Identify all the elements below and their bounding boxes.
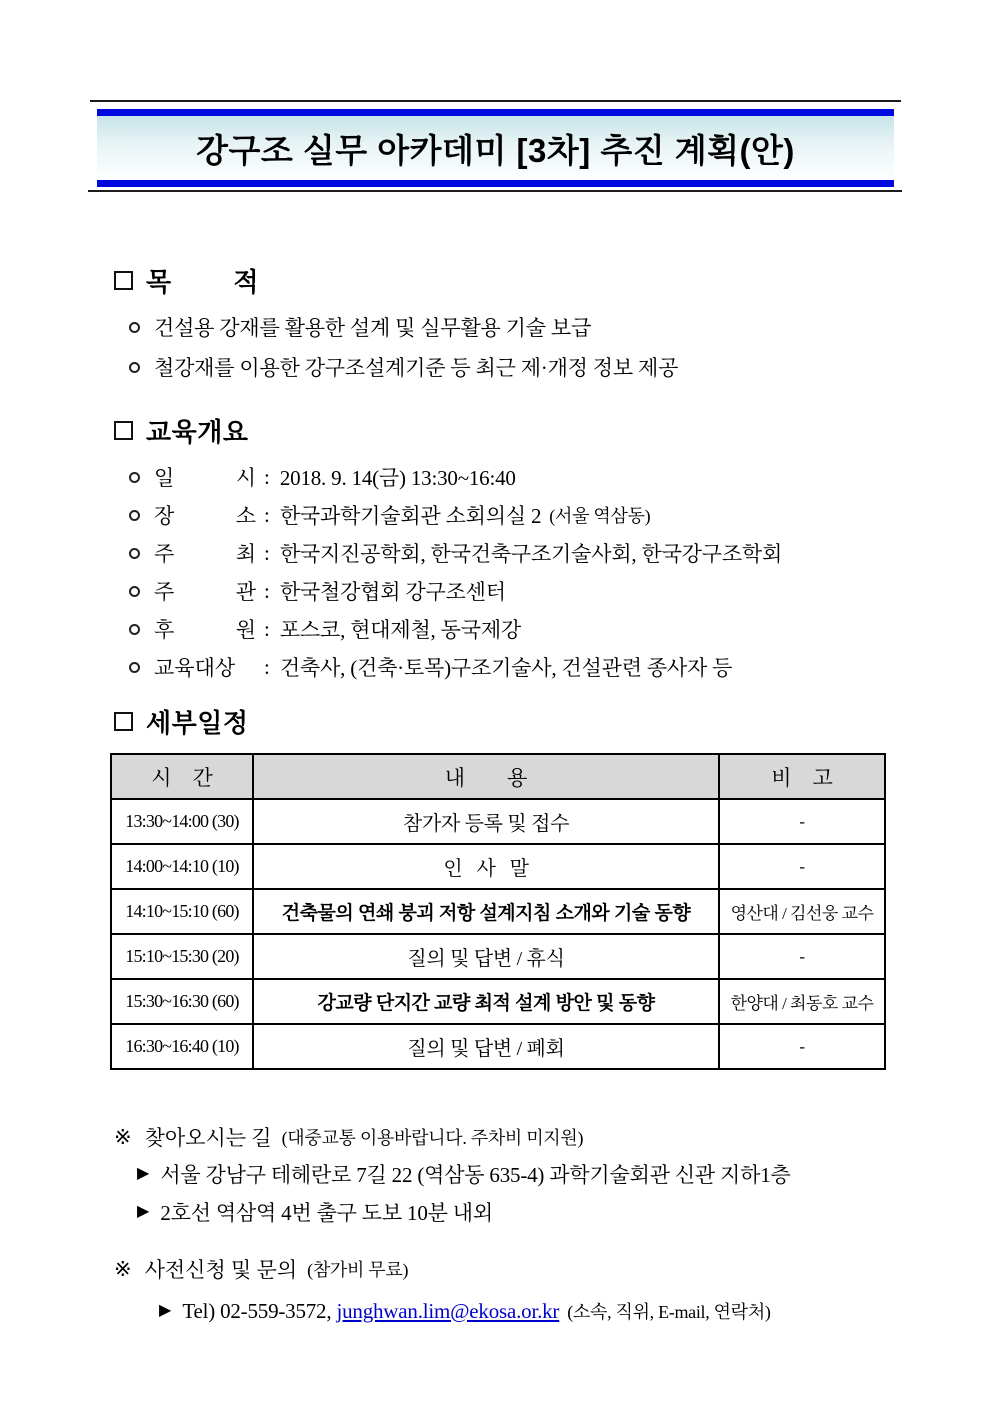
square-bullet-icon — [114, 421, 133, 440]
overview-row — [129, 458, 790, 496]
schedule-row — [111, 799, 885, 844]
schedule-body — [111, 799, 885, 1069]
schedule-heading-label: 세부일정 — [146, 708, 249, 738]
schedule-remark-cell: 한양대 / 최동호 교수 — [719, 979, 885, 1024]
directions-address-text: 서울 강남구 테헤란로 7길 22 (역삼동 635-4) 과학기술회관 신관 지하1층 — [160, 1163, 791, 1187]
overview-row-colon: : — [264, 502, 270, 527]
circle-bullet-icon — [129, 362, 140, 373]
schedule-content-cell: 건축물의 연쇄 붕괴 저항 설계지침 소개와 기술 동향 — [253, 889, 719, 934]
schedule-col-content: 내 용 — [253, 754, 719, 799]
schedule-content-cell: 인 사 말 — [253, 844, 719, 889]
purpose-list — [129, 307, 678, 387]
overview-row-value: 포스코, 현대제철, 동국제강 — [279, 618, 521, 642]
purpose-item — [129, 307, 678, 347]
overview-row-label: 일 시 — [154, 466, 256, 490]
overview-row — [129, 572, 790, 610]
schedule-time-cell: 14:00~14:10 (10) — [111, 844, 253, 889]
triangle-bullet-icon: ▶ — [159, 1302, 172, 1319]
contact-email-link[interactable]: junghwan.lim@ekosa.or.kr — [336, 1298, 560, 1323]
circle-bullet-icon — [129, 624, 140, 635]
contact-detail-line — [159, 1294, 771, 1328]
schedule-time-cell: 15:30~16:30 (60) — [111, 979, 253, 1024]
circle-bullet-icon — [129, 586, 140, 597]
directions-heading — [114, 1120, 583, 1154]
title-banner — [97, 109, 894, 187]
overview-row-colon: : — [264, 578, 270, 603]
schedule-row — [111, 934, 885, 979]
directions-subway-text: 2호선 역삼역 4번 출구 도보 10분 내외 — [160, 1201, 493, 1225]
schedule-row — [111, 979, 885, 1024]
overview-list — [129, 458, 790, 686]
schedule-content-cell: 질의 및 답변 / 휴식 — [253, 934, 719, 979]
overview-row-colon: : — [264, 464, 270, 489]
schedule-content-cell: 질의 및 답변 / 폐회 — [253, 1024, 719, 1069]
overview-row — [129, 610, 790, 648]
directions-title: 찾아오시는 길 — [144, 1126, 272, 1150]
schedule-content-cell: 참가자 등록 및 접수 — [253, 799, 719, 844]
triangle-bullet-icon: ▶ — [137, 1203, 150, 1220]
schedule-remark-cell: - — [719, 799, 885, 844]
schedule-header-row — [111, 754, 885, 799]
overview-row-colon: : — [264, 654, 270, 679]
schedule-time-cell: 15:10~15:30 (20) — [111, 934, 253, 979]
overview-row-colon: : — [264, 616, 270, 641]
reference-mark-icon: ※ — [114, 1124, 132, 1149]
overview-row-label: 주 관 — [154, 580, 256, 604]
schedule-row — [111, 1024, 885, 1069]
overview-row — [129, 496, 790, 534]
top-rule — [90, 100, 901, 102]
schedule-remark-cell: - — [719, 844, 885, 889]
overview-row-value: 한국철강협회 강구조센터 — [279, 580, 506, 604]
square-bullet-icon — [114, 271, 133, 290]
schedule-col-remark: 비 고 — [719, 754, 885, 799]
purpose-heading — [114, 262, 259, 299]
overview-heading-label: 교육개요 — [146, 417, 249, 447]
overview-row-label: 교육대상 — [154, 656, 236, 680]
overview-row-value: 2018. 9. 14(금) 13:30~16:40 — [279, 466, 516, 490]
circle-bullet-icon — [129, 472, 140, 483]
overview-row-value: 한국과학기술회관 소회의실 2 — [279, 504, 542, 528]
overview-heading — [114, 412, 248, 449]
overview-row — [129, 534, 790, 572]
bottom-rule — [88, 190, 902, 192]
triangle-bullet-icon: ▶ — [137, 1165, 150, 1182]
circle-bullet-icon — [129, 322, 140, 333]
schedule-row — [111, 889, 885, 934]
circle-bullet-icon — [129, 662, 140, 673]
overview-row-label: 장 소 — [154, 504, 256, 528]
overview-row-note: (서울 역삼동) — [549, 506, 651, 526]
schedule-remark-cell: 영산대 / 김선웅 교수 — [719, 889, 885, 934]
schedule-time-cell: 14:10~15:10 (60) — [111, 889, 253, 934]
schedule-remark-cell: - — [719, 934, 885, 979]
overview-row-colon: : — [264, 540, 270, 565]
circle-bullet-icon — [129, 510, 140, 521]
schedule-remark-cell: - — [719, 1024, 885, 1069]
overview-row-value: 건축사, (건축·토목)구조기술사, 건설관련 종사자 등 — [279, 656, 733, 680]
contact-suffix: (소속, 직위, E-mail, 연락처) — [567, 1302, 771, 1322]
page-title: 강구조 실무 아카데미 [3차] 추진 계획(안) — [196, 131, 795, 169]
contact-heading — [114, 1252, 408, 1286]
directions-title-note: (대중교통 이용바랍니다. 주차비 미지원) — [281, 1128, 584, 1148]
schedule-row — [111, 844, 885, 889]
schedule-table — [110, 753, 886, 1070]
contact-tel: Tel) 02-559-3572, — [182, 1298, 337, 1323]
contact-title: 사전신청 및 문의 — [144, 1258, 298, 1282]
overview-row — [129, 648, 790, 686]
schedule-content-cell: 강교량 단지간 교량 최적 설계 방안 및 동향 — [253, 979, 719, 1024]
reference-mark-icon: ※ — [114, 1256, 132, 1281]
schedule-time-cell: 13:30~14:00 (30) — [111, 799, 253, 844]
circle-bullet-icon — [129, 548, 140, 559]
schedule-col-time: 시 간 — [111, 754, 253, 799]
schedule-time-cell: 16:30~16:40 (10) — [111, 1024, 253, 1069]
purpose-heading-label: 목 적 — [146, 267, 260, 297]
contact-title-note: (참가비 무료) — [307, 1260, 409, 1280]
overview-row-label: 주 최 — [154, 542, 256, 566]
purpose-item — [129, 347, 678, 387]
overview-row-label: 후 원 — [154, 618, 256, 642]
overview-row-value: 한국지진공학회, 한국건축구조기술사회, 한국강구조학회 — [279, 542, 783, 566]
directions-item-address — [137, 1157, 791, 1191]
purpose-item-text: 철강재를 이용한 강구조설계기준 등 최근 제·개정 정보 제공 — [154, 356, 679, 380]
directions-item-subway — [137, 1195, 493, 1229]
schedule-heading — [114, 703, 248, 740]
purpose-item-text: 건설용 강재를 활용한 설계 및 실무활용 기술 보급 — [154, 316, 592, 340]
square-bullet-icon — [114, 712, 133, 731]
